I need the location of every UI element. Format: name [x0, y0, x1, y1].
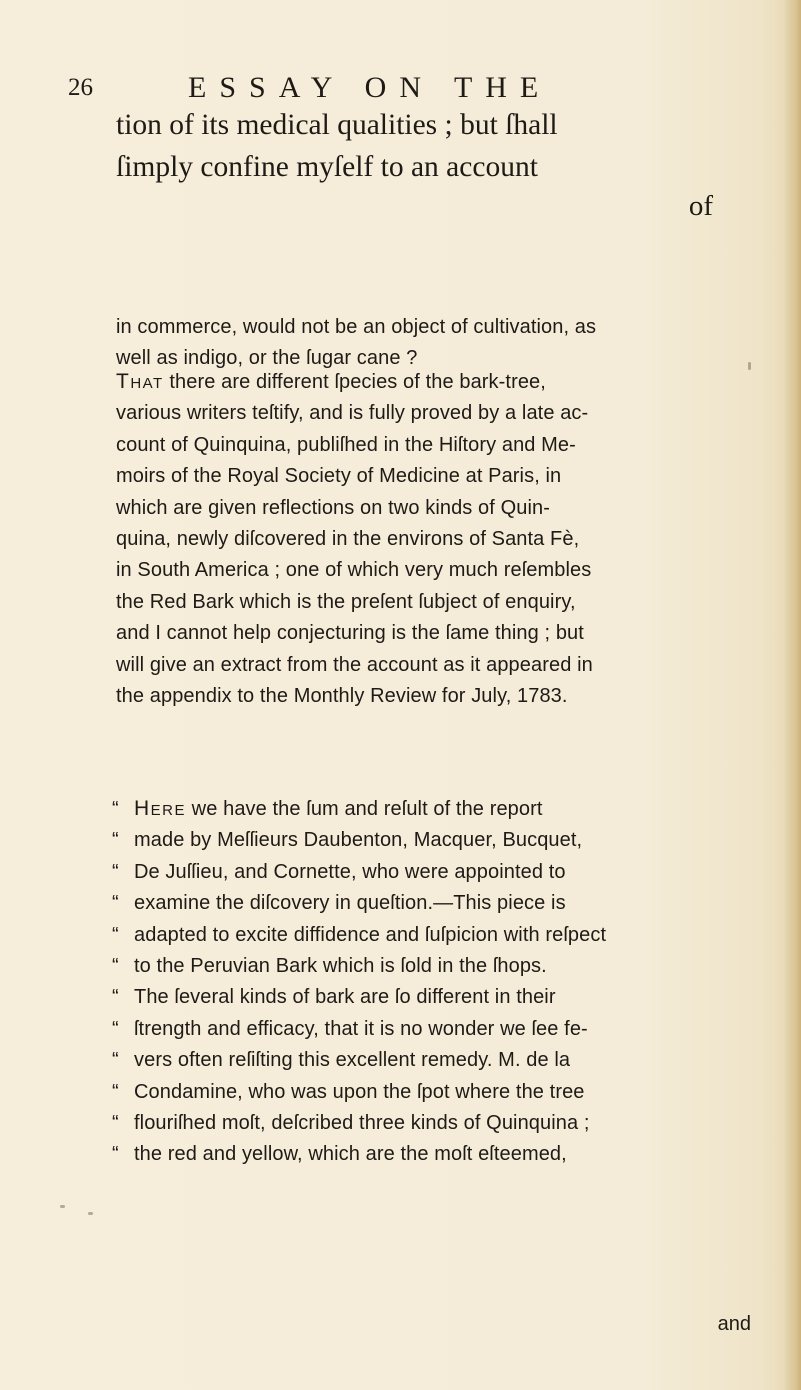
- paper-speck: [748, 362, 751, 370]
- fragment-line: ſimply confine myſelf to an account: [116, 151, 538, 183]
- text-line: “ flouriſhed moſt, deſcribed three kinds of Quinquina ;: [112, 1108, 752, 1139]
- text-line: “ adapted to excite diffidence and ſuſpicion with reſpect: [112, 920, 752, 951]
- text-line: moirs of the Royal Society of Medicine at Paris, in: [116, 465, 562, 488]
- text-line: “ the red and yellow, which are the moſt eſteemed,: [112, 1139, 752, 1170]
- text-line: various writers teſtify, and is fully proved by a late ac-: [116, 402, 589, 425]
- quote-mark: “: [112, 1080, 119, 1103]
- paragraph-lead-word: Here: [134, 797, 187, 820]
- quote-mark: “: [112, 798, 119, 820]
- paper-speck: [88, 1212, 93, 1215]
- text-line: which are given reflections on two kinds of Quin-: [116, 496, 551, 519]
- quote-mark: “: [112, 1112, 119, 1135]
- text-line: “ De Juſſieu, and Cornette, who were appointed to: [112, 857, 752, 888]
- fragment-line: tion of its medical qualities ; but ſhall: [116, 109, 558, 141]
- text-line: “ vers often reſiſting this excellent remedy. M. de la: [112, 1045, 752, 1076]
- text-line: “ Condamine, who was upon the ſpot where the tree: [112, 1077, 752, 1108]
- text-line: will give an extract from the account as it appeared in: [116, 653, 593, 676]
- text-line: “ to the Peruvian Bark which is ſold in the ſhops.: [112, 951, 752, 982]
- quote-mark: “: [112, 955, 119, 978]
- paragraph-lead-word: That: [116, 370, 164, 393]
- quote-mark: “: [112, 829, 119, 852]
- quote-mark: “: [112, 1017, 119, 1040]
- page-edge-shading: [783, 0, 801, 1390]
- page-number: 26: [68, 74, 93, 101]
- page-catchword: and: [717, 1313, 751, 1335]
- text-line: “ made by Meſſieurs Daubenton, Macquer, Bucquet,: [112, 825, 752, 856]
- text-line: and I cannot help conjecturing is the ſame thing ; but: [116, 622, 584, 645]
- quote-mark: “: [112, 1143, 119, 1166]
- paragraph-3-quotation: [112, 793, 752, 1171]
- quote-mark: “: [112, 1049, 119, 1072]
- quote-mark: “: [112, 860, 119, 883]
- text-line: “ ſtrength and efficacy, that it is no wonder we ſee fe-: [112, 1014, 752, 1045]
- paper-speck: [60, 1205, 65, 1208]
- text-line: well as indigo, or the ſugar cane ?: [116, 347, 418, 370]
- quote-mark: “: [112, 892, 119, 915]
- running-head: ESSAY ON THE: [188, 71, 552, 104]
- text-line: the Red Bark which is the preſent ſubject of enquiry,: [116, 590, 576, 613]
- quote-mark: “: [112, 986, 119, 1009]
- text-line: quina, newly diſcovered in the environs of Santa Fè,: [116, 528, 580, 551]
- text-line: That there are different ſpecies of the bark-tree,: [116, 370, 546, 393]
- overlaid-text-fragment: [116, 104, 736, 188]
- paragraph-2: [116, 366, 756, 712]
- text-line: in South America ; one of which very much reſembles: [116, 559, 592, 582]
- fragment-catchword: of: [688, 190, 713, 222]
- text-line: in commerce, would not be an object of cultivation, as: [116, 316, 597, 338]
- text-line: “ Here we have the ſum and reſult of the report: [112, 793, 752, 825]
- quote-mark: “: [112, 923, 119, 946]
- text-line: the appendix to the Monthly Review for July, 1783.: [116, 685, 568, 708]
- text-line: “ The ſeveral kinds of bark are ſo different in their: [112, 982, 752, 1013]
- text-line: “ examine the diſcovery in queſtion.—This piece is: [112, 888, 752, 919]
- text-line: count of Quinquina, publiſhed in the Hiſtory and Me-: [116, 433, 576, 456]
